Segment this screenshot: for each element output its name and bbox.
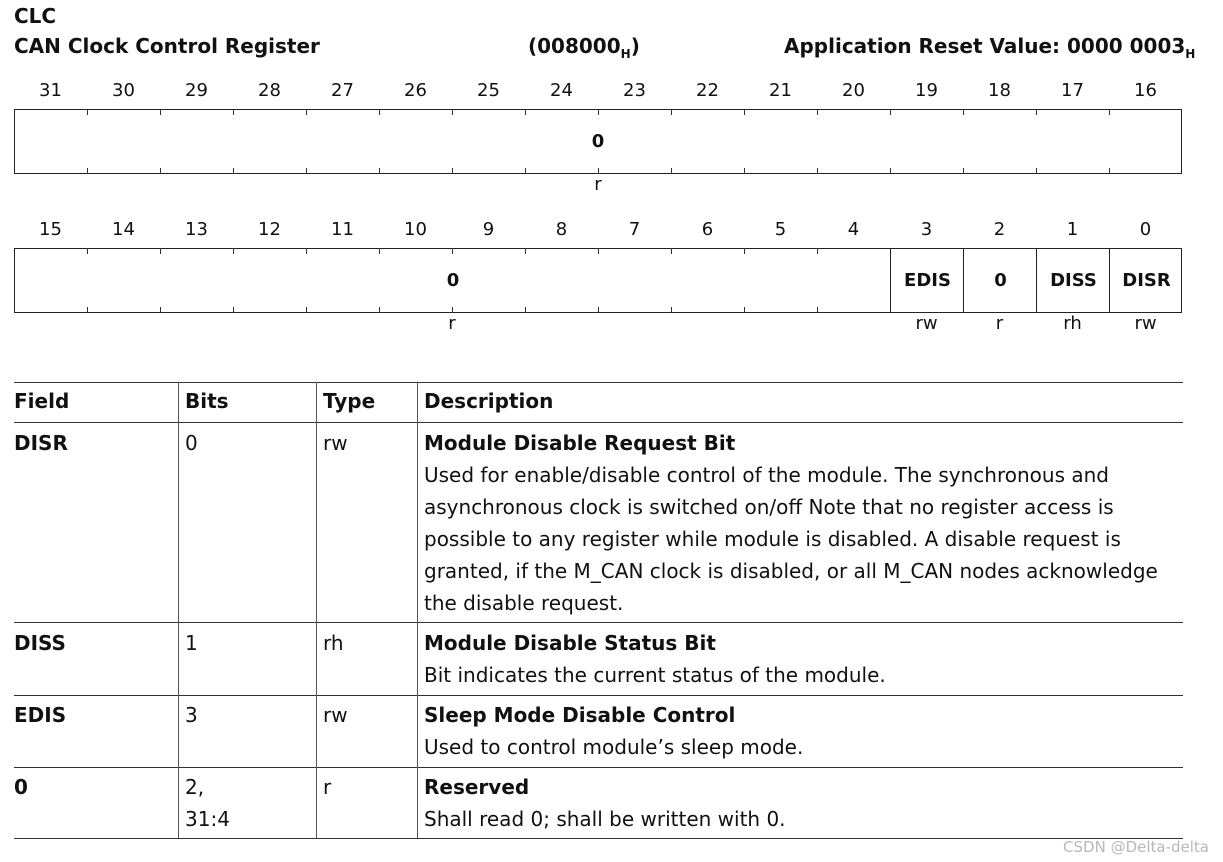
bit-tick [452, 248, 453, 254]
register-offset: $(008000_H)$ [528, 34, 640, 61]
bit-number: 10 [404, 219, 427, 240]
bit-tick [598, 109, 599, 115]
bit-tick [817, 248, 818, 254]
row-edis-bits: 3 [185, 703, 198, 727]
bit-number: 26 [404, 80, 427, 101]
row-reserved-bits: 2, 31:4 [185, 775, 230, 831]
register-reset-value: Application Reset Value: 0000 $0003_H$ [784, 34, 1196, 61]
row-reserved-field: 0 [14, 775, 28, 799]
table-rule [14, 382, 1183, 383]
bit-tick [87, 248, 88, 254]
row-edis-type: rw [323, 703, 348, 727]
row-reserved-description [424, 771, 1179, 835]
bit-number: 3 [920, 219, 933, 240]
bit-tick [1036, 109, 1037, 115]
bit-number: 25 [477, 80, 500, 101]
bit-number: 9 [482, 219, 495, 240]
field-divider [1109, 249, 1110, 312]
table-header-type: Type [323, 389, 376, 413]
row-disr-type: rw [323, 431, 348, 455]
table-rule [14, 622, 1183, 623]
row-diss-description-body: Bit indicates the current status of the module. [424, 663, 886, 687]
field-bit2-reserved: 0 [994, 270, 1007, 291]
bit-tick [671, 248, 672, 254]
bit-number: 6 [701, 219, 714, 240]
bit-number: 22 [696, 80, 719, 101]
bit-number: 28 [258, 80, 281, 101]
watermark: CSDN @Delta-delta [1063, 838, 1209, 856]
bit-tick [525, 248, 526, 254]
bit-number: 15 [39, 219, 62, 240]
bit-number: 24 [550, 80, 573, 101]
row-disr-bits: 0 [185, 431, 198, 455]
table-column-divider [178, 382, 179, 838]
lower-register-row [14, 248, 1182, 313]
bit-tick [1109, 109, 1110, 115]
row-disr-field: DISR [14, 431, 68, 455]
bit-number: 17 [1061, 80, 1084, 101]
field-diss-access: rh [1063, 313, 1082, 334]
bit-number: 20 [842, 80, 865, 101]
table-column-divider [417, 382, 418, 838]
register-short-name: CLC [14, 4, 57, 28]
upper-field-reserved: 0 [591, 131, 605, 152]
table-header-bits: Bits [185, 389, 229, 413]
bit-number: 14 [112, 219, 135, 240]
row-edis-field: EDIS [14, 703, 67, 727]
field-disr-access: rw [1134, 313, 1157, 334]
bit-number: 11 [331, 219, 354, 240]
field-divider [1036, 249, 1037, 312]
bit-tick [233, 248, 234, 254]
row-edis-description-title: Sleep Mode Disable Control [424, 703, 736, 727]
bit-tick [744, 109, 745, 115]
bit-tick [525, 109, 526, 115]
bit-tick [890, 109, 891, 115]
bit-number: 1 [1066, 219, 1079, 240]
row-reserved-type: r [323, 775, 332, 799]
row-diss-description-title: Module Disable Status Bit [424, 631, 716, 655]
bit-tick [598, 248, 599, 254]
bit-number: 4 [847, 219, 860, 240]
table-column-divider [316, 382, 317, 838]
field-bit2-access: r [995, 313, 1004, 334]
table-rule [14, 695, 1183, 696]
bit-number: 21 [769, 80, 792, 101]
bit-number: 31 [39, 80, 62, 101]
bit-number: 30 [112, 80, 135, 101]
upper-field-access: r [594, 174, 602, 195]
bit-tick [160, 109, 161, 115]
field-diss: DISS [1050, 270, 1097, 291]
table-header-description: Description [424, 389, 554, 413]
lower-field-reserved-access: r [448, 313, 456, 334]
bit-tick [817, 109, 818, 115]
bit-number: 19 [915, 80, 938, 101]
bit-number: 7 [628, 219, 641, 240]
bit-number: 8 [555, 219, 568, 240]
bit-tick [160, 248, 161, 254]
row-disr-description-title: Module Disable Request Bit [424, 431, 736, 455]
field-disr: DISR [1122, 270, 1171, 291]
bit-number: 12 [258, 219, 281, 240]
field-edis-access: rw [915, 313, 938, 334]
table-rule [14, 767, 1183, 768]
row-reserved-description-body: Shall read 0; shall be written with 0. [424, 807, 786, 831]
bit-number: 29 [185, 80, 208, 101]
bit-number: 13 [185, 219, 208, 240]
bit-number: 23 [623, 80, 646, 101]
bit-number: 27 [331, 80, 354, 101]
row-reserved-description-title: Reserved [424, 775, 530, 799]
bit-tick [744, 248, 745, 254]
register-long-name: CAN Clock Control Register [14, 34, 320, 58]
upper-register-row [14, 109, 1182, 174]
bit-tick [379, 109, 380, 115]
bit-tick [87, 109, 88, 115]
table-rule [14, 422, 1183, 423]
bit-tick [671, 109, 672, 115]
row-diss-description [424, 627, 1179, 691]
table-rule [14, 838, 1183, 839]
row-edis-description [424, 699, 1179, 763]
row-diss-bits: 1 [185, 631, 198, 655]
bit-number: 18 [988, 80, 1011, 101]
field-divider [963, 249, 964, 312]
bit-number: 16 [1134, 80, 1157, 101]
row-edis-description-body: Used to control module’s sleep mode. [424, 735, 804, 759]
bit-number: 2 [993, 219, 1006, 240]
table-header-field: Field [14, 389, 70, 413]
bit-tick [963, 109, 964, 115]
bit-number: 5 [774, 219, 787, 240]
bit-tick [306, 109, 307, 115]
bit-tick [233, 109, 234, 115]
row-disr-description [424, 427, 1179, 619]
row-diss-type: rh [323, 631, 344, 655]
field-edis: EDIS [904, 270, 951, 291]
bit-tick [452, 109, 453, 115]
bit-number: 0 [1139, 219, 1152, 240]
bit-tick [306, 248, 307, 254]
row-disr-description-body: Used for enable/disable control of the module. The synchronous and asynchronous clock is switched on/off Note that no register access is possible to any register while module is disabled. A disable request is granted, if the M_CAN clock is disabled, or all M_CAN nodes acknowledge the disable request. [424, 463, 1158, 615]
lower-field-reserved: 0 [446, 270, 460, 291]
row-diss-field: DISS [14, 631, 66, 655]
field-divider [890, 249, 891, 312]
bit-tick [379, 248, 380, 254]
